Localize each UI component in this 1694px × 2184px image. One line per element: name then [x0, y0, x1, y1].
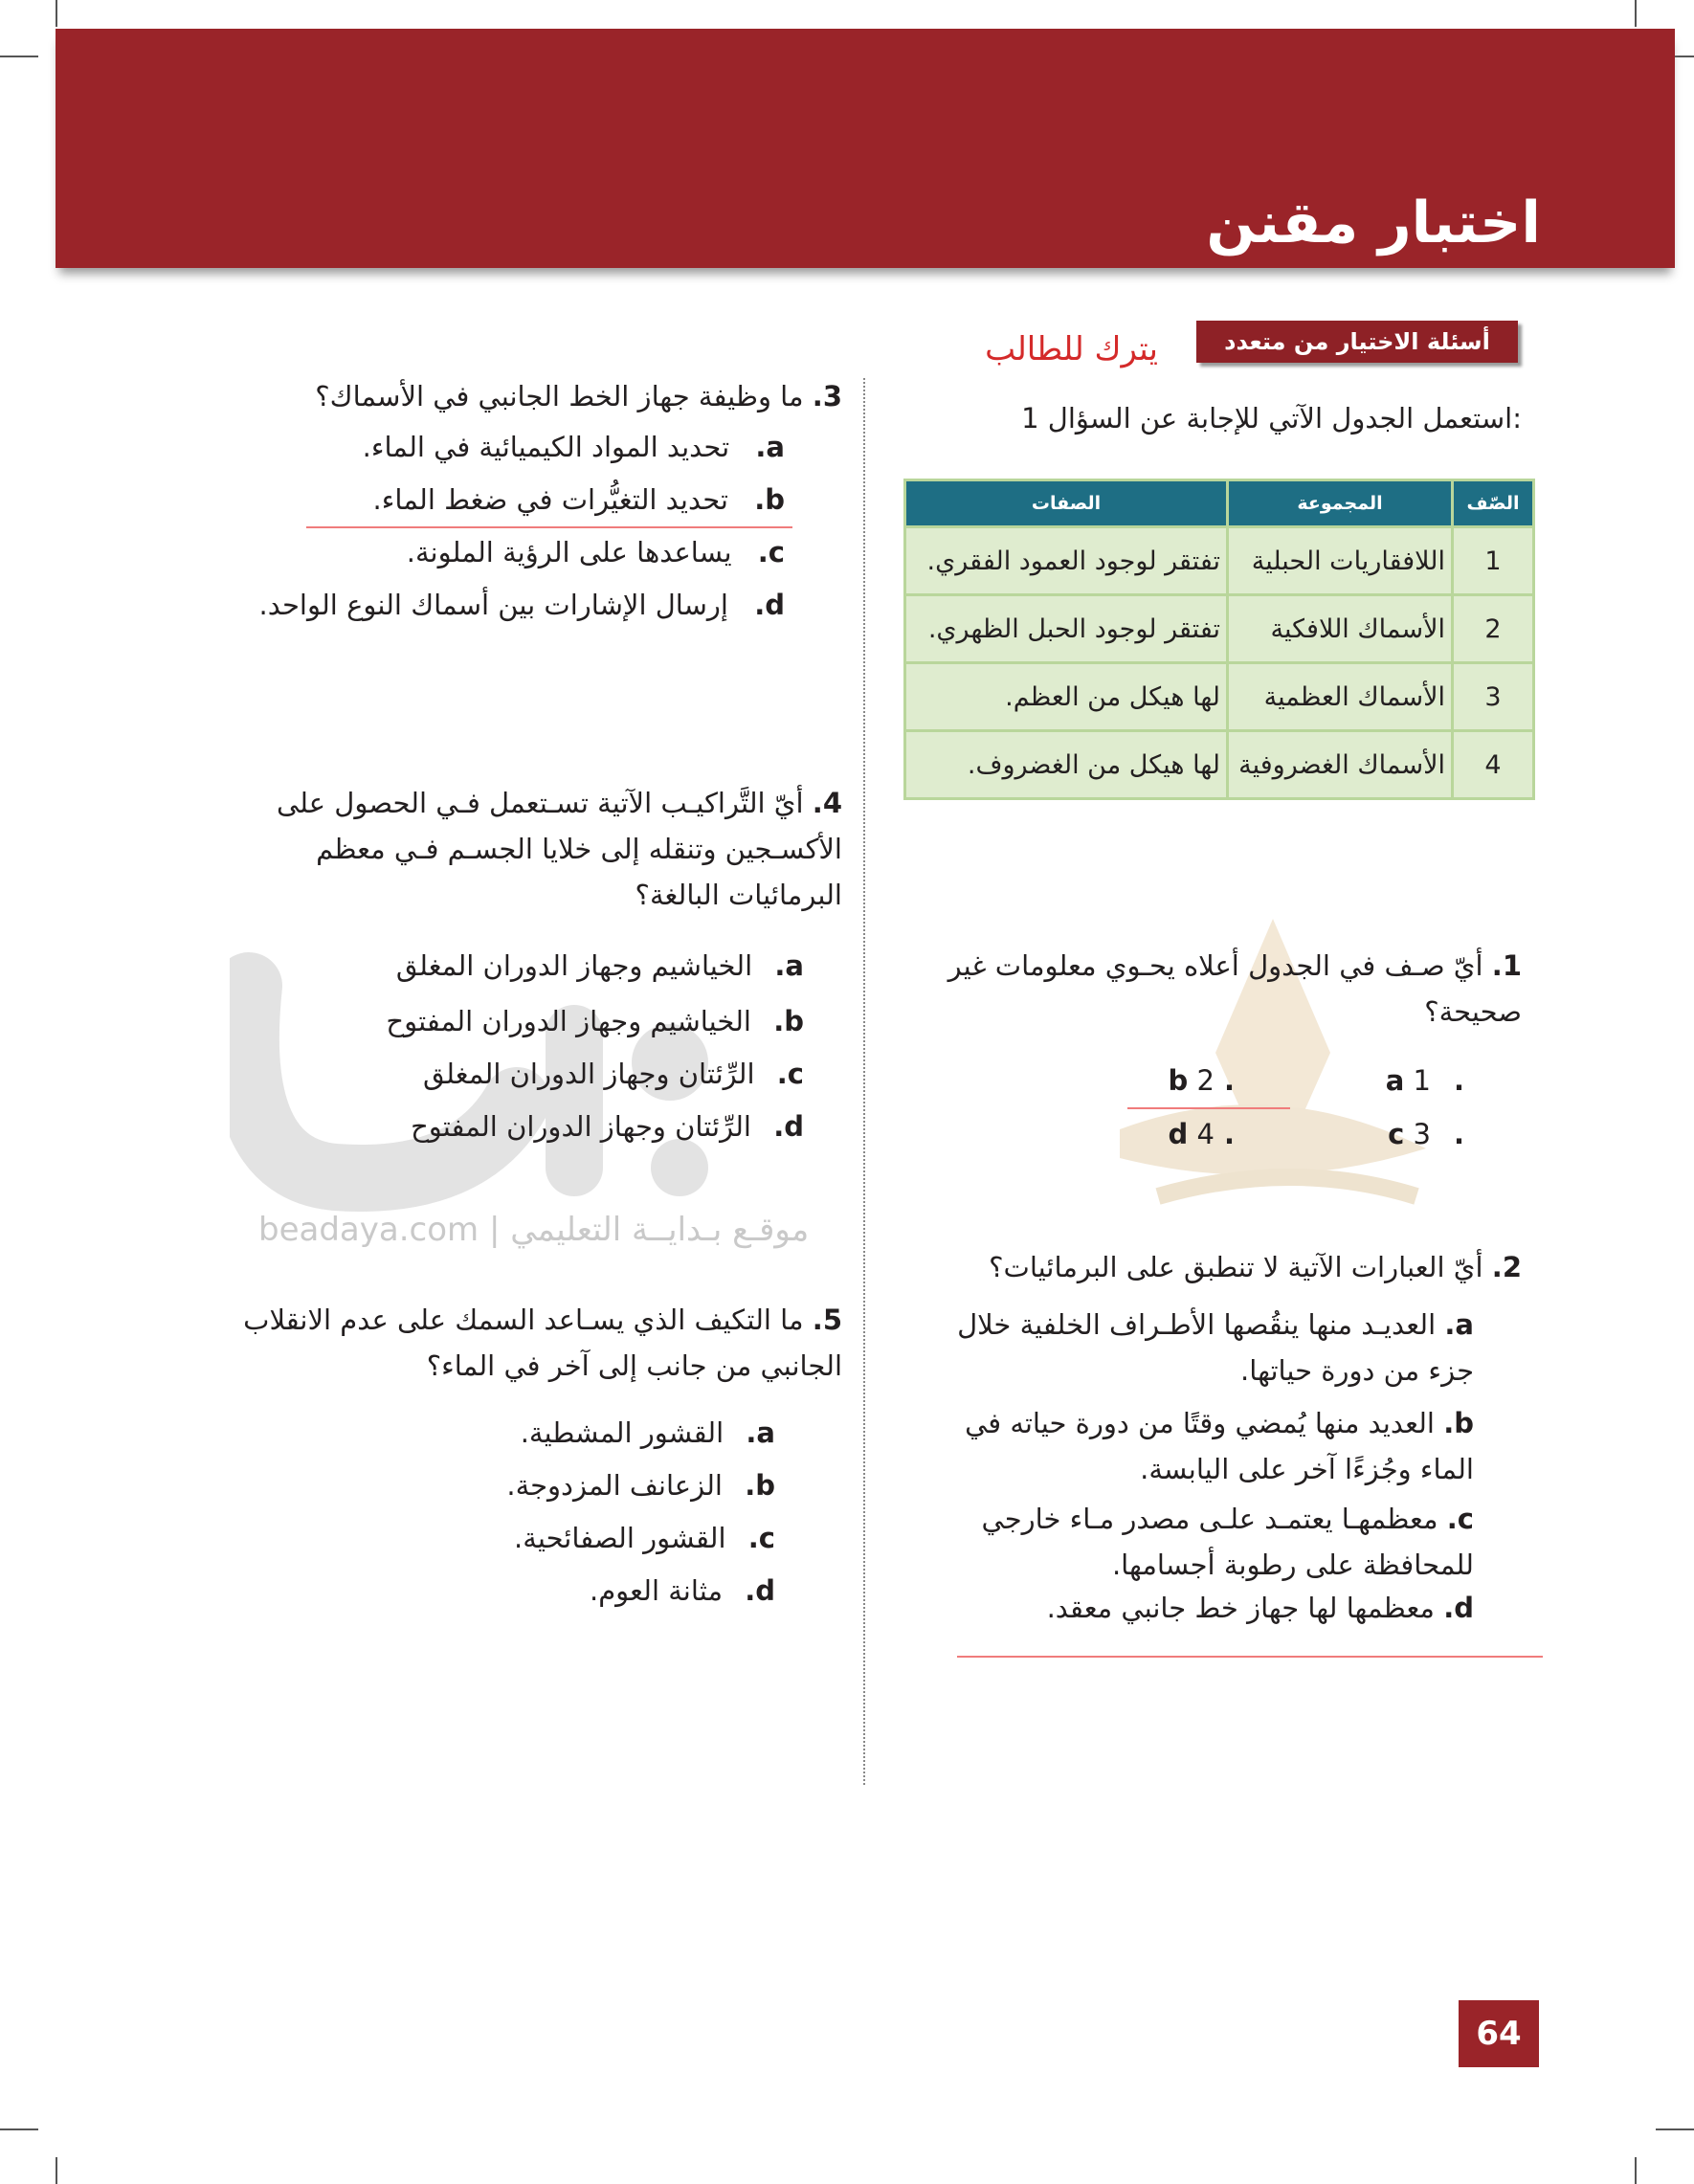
table-cell: اللافقاريات الحبلية — [1228, 527, 1453, 595]
option-a[interactable] — [220, 949, 804, 982]
crop-mark — [56, 0, 57, 27]
question-text: أيّ التَّراكيـب الآتية تسـتعمل فـي الحصول على الأكسـجين وتنقله إلى خلايا الجسـم فـي معظم البرمائيات البالغة؟ — [276, 787, 842, 911]
option-text: 1 — [1413, 1064, 1431, 1097]
option-letter: d. — [1443, 1592, 1474, 1624]
question-2 — [900, 1244, 1522, 1290]
question-number: 5. — [812, 1304, 842, 1336]
option-text: 4 — [1196, 1118, 1215, 1150]
option-letter: d. — [773, 1110, 804, 1143]
option-letter: .b — [1168, 1064, 1235, 1097]
table-intro: استعمل الجدول الآتي للإجابة عن السؤال 1: — [1021, 402, 1522, 435]
table-row — [905, 731, 1534, 799]
option-text: تحديد المواد الكيميائية في الماء. — [362, 431, 730, 463]
question-text: أيّ العبارات الآتية لا تنطبق على البرمائيات؟ — [989, 1251, 1483, 1283]
table-cell: تفتقر لوجود العمود الفقري. — [905, 527, 1228, 595]
table-cell: 1 — [1453, 527, 1534, 595]
option-letter: a. — [746, 1416, 775, 1449]
option-d[interactable] — [220, 1110, 804, 1143]
option-text: معظمهـا يعتمـد علـى مصدر مـاء خارجي للمحافظة على رطوبة أجسامها. — [981, 1503, 1474, 1581]
table-row — [905, 663, 1534, 731]
option-letter: .a — [1385, 1064, 1464, 1097]
question-3 — [220, 373, 842, 419]
option-c[interactable] — [909, 1496, 1474, 1588]
table-cell: الأسماك اللافكية — [1228, 595, 1453, 663]
table-cell: 2 — [1453, 595, 1534, 663]
question-number: 1. — [1491, 949, 1522, 982]
option-text: 3 — [1413, 1118, 1431, 1150]
question-text: ما وظيفة جهاز الخط الجانبي في الأسماك؟ — [315, 380, 804, 412]
question-number: 4. — [812, 787, 842, 819]
option-c[interactable] — [1359, 1118, 1464, 1150]
option-letter: c. — [747, 1522, 775, 1554]
table-cell: تفتقر لوجود الحبل الظهري. — [905, 595, 1228, 663]
table-cell: 3 — [1453, 663, 1534, 731]
option-letter: b. — [773, 1005, 804, 1037]
option-b[interactable] — [1129, 1064, 1235, 1097]
section-tag: أسئلة الاختيار من متعدد — [1196, 321, 1518, 363]
option-letter: a. — [755, 431, 785, 463]
option-text: مثانة العوم. — [589, 1574, 723, 1607]
option-letter: c. — [1446, 1503, 1474, 1535]
option-text: 2 — [1196, 1064, 1215, 1097]
option-b[interactable] — [220, 483, 785, 516]
watermark-logo — [230, 947, 727, 1235]
question-4 — [220, 780, 842, 918]
table-cell: 4 — [1453, 731, 1534, 799]
crop-mark — [1656, 2128, 1694, 2130]
question-text: ما التكيف الذي يسـاعد السمك على عدم الانقلاب الجانبي من جانب إلى آخر في الماء؟ — [243, 1304, 842, 1382]
option-c[interactable] — [220, 1058, 804, 1090]
table-header: الصفات — [905, 480, 1228, 527]
option-text: الخياشيم وجهاز الدوران المغلق — [395, 949, 753, 982]
table-header: الصّف — [1453, 480, 1534, 527]
table-row — [905, 527, 1534, 595]
page-number: 64 — [1459, 2000, 1539, 2067]
option-letter: a. — [1444, 1308, 1474, 1341]
crop-mark — [56, 2157, 57, 2184]
option-b[interactable] — [909, 1400, 1474, 1492]
option-letter: b. — [745, 1469, 775, 1502]
option-b[interactable] — [220, 1469, 775, 1502]
option-b[interactable] — [220, 1005, 804, 1037]
crop-mark — [1635, 2157, 1637, 2184]
table-row — [905, 595, 1534, 663]
question-text: أيّ صـف في الجدول أعلاه يحـوي معلومات غير صحيحة؟ — [947, 949, 1522, 1028]
option-text: الرِّئتان وجهاز الدوران المغلق — [422, 1058, 755, 1090]
question-number: 3. — [812, 380, 842, 412]
crop-mark — [0, 2128, 38, 2130]
option-d[interactable] — [220, 589, 785, 621]
option-letter: c. — [757, 536, 785, 568]
option-a[interactable] — [220, 1416, 775, 1449]
option-a[interactable] — [1359, 1064, 1464, 1097]
option-a[interactable] — [220, 431, 785, 463]
table-header-row — [905, 480, 1534, 527]
option-letter: c. — [776, 1058, 804, 1090]
option-letter: b. — [754, 483, 785, 516]
option-text: إرسال الإشارات بين أسماك النوع الواحد. — [258, 589, 728, 621]
watermark-text: beadaya.com | موقـع بـدايــة التعليمي — [258, 1211, 810, 1249]
table-cell: الأسماك الغضروفية — [1228, 731, 1453, 799]
crop-mark — [0, 56, 38, 57]
table-cell: الأسماك العظمية — [1228, 663, 1453, 731]
option-letter: b. — [1443, 1407, 1474, 1439]
option-d[interactable] — [909, 1585, 1474, 1631]
option-a[interactable] — [909, 1302, 1474, 1393]
header-banner — [56, 29, 1675, 268]
option-text: الرِّئتان وجهاز الدوران المفتوح — [411, 1110, 751, 1143]
table-cell: لها هيكل من العظم. — [905, 663, 1228, 731]
page-title: اختبار مقنن — [1206, 189, 1541, 256]
option-letter: a. — [774, 949, 804, 982]
option-d[interactable] — [220, 1574, 775, 1607]
option-text: معظمها لها جهاز خط جانبي معقد. — [1046, 1592, 1435, 1624]
table-cell: لها هيكل من الغضروف. — [905, 731, 1228, 799]
option-c[interactable] — [220, 536, 785, 568]
option-text: القشور المشطية. — [520, 1416, 724, 1449]
option-text: القشور الصفائحية. — [514, 1522, 726, 1554]
option-text: تحديد التغيُّرات في ضغط الماء. — [372, 483, 728, 516]
option-text: يساعدها على الرؤية الملونة. — [406, 536, 732, 568]
option-letter: .d — [1168, 1118, 1235, 1150]
question-1 — [900, 943, 1522, 1035]
option-letter: .c — [1388, 1118, 1464, 1150]
option-text: الزعانف المزدوجة. — [506, 1469, 723, 1502]
option-letter: d. — [754, 589, 785, 621]
option-c[interactable] — [220, 1522, 775, 1554]
answer-underline — [957, 1656, 1543, 1658]
data-table — [903, 479, 1535, 800]
option-text: العديـد منها ينقُصها الأطـراف الخلفية خلال جزء من دورة حياتها. — [957, 1308, 1474, 1387]
option-d[interactable] — [1129, 1118, 1235, 1150]
question-number: 2. — [1491, 1251, 1522, 1283]
answer-underline — [306, 526, 792, 528]
option-text: الخياشيم وجهاز الدوران المفتوح — [386, 1005, 751, 1037]
crop-mark — [1635, 0, 1637, 27]
question-5 — [220, 1297, 842, 1389]
table-header: المجموعة — [1228, 480, 1453, 527]
student-note: يترك للطالب — [985, 330, 1158, 368]
option-letter: d. — [745, 1574, 775, 1607]
column-divider — [863, 378, 865, 1785]
option-text: العديد منها يُمضي وقتًا من دورة حياته في الماء وجُزءًا آخر على اليابسة. — [965, 1407, 1474, 1485]
answer-underline — [1127, 1107, 1290, 1109]
